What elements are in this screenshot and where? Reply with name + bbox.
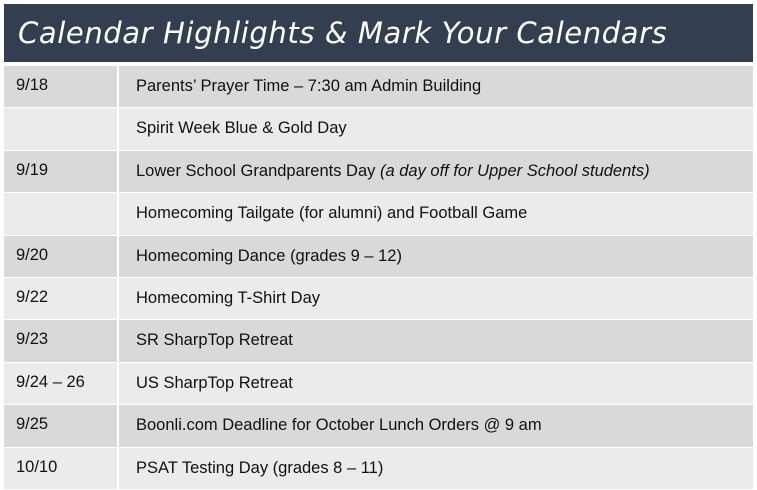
event-text: PSAT Testing Day (grades 8 – 11) — [136, 458, 384, 477]
event-date: 9/18 — [4, 66, 119, 107]
events-table — [4, 66, 753, 490]
event-description — [119, 448, 753, 489]
event-text: Lower School Grandparents Day — [136, 161, 380, 180]
table-row — [4, 448, 753, 490]
table-row — [4, 405, 753, 447]
table-row — [4, 193, 753, 235]
event-date: 10/10 — [4, 448, 119, 489]
calendar-page — [4, 4, 754, 487]
table-row — [4, 108, 753, 150]
event-date: 9/24 – 26 — [4, 363, 119, 404]
event-description — [119, 405, 753, 446]
table-row — [4, 151, 753, 193]
event-date: 9/22 — [4, 278, 119, 319]
event-date: 9/25 — [4, 405, 119, 446]
table-row — [4, 236, 753, 278]
event-date — [4, 108, 119, 149]
event-text: Homecoming T-Shirt Day — [136, 288, 321, 307]
table-row — [4, 320, 753, 362]
event-text: Homecoming Tailgate (for alumni) and Football Game — [136, 204, 528, 223]
event-note: (a day off for Upper School students) — [379, 161, 650, 180]
event-description — [119, 236, 753, 277]
table-row — [4, 278, 753, 320]
event-date: 9/23 — [4, 320, 119, 361]
table-row — [4, 66, 753, 108]
event-text: Homecoming Dance (grades 9 – 12) — [136, 246, 402, 265]
event-text: Spirit Week Blue & Gold Day — [136, 119, 347, 138]
event-description — [119, 193, 753, 234]
event-description — [119, 108, 753, 149]
event-date: 9/19 — [4, 151, 119, 192]
table-row — [4, 363, 753, 405]
event-text: US SharpTop Retreat — [136, 373, 293, 392]
event-description — [119, 363, 753, 404]
event-date — [4, 193, 119, 234]
page-title: Calendar Highlights & Mark Your Calendars — [4, 4, 753, 62]
event-description — [119, 151, 753, 192]
event-description — [119, 320, 753, 361]
event-text: Parents’ Prayer Time – 7:30 am Admin Building — [136, 77, 482, 95]
event-description — [119, 278, 753, 319]
event-date: 9/20 — [4, 236, 119, 277]
event-description — [119, 66, 753, 107]
event-text: Boonli.com Deadline for October Lunch Orders @ 9 am — [136, 416, 542, 435]
event-text: SR SharpTop Retreat — [136, 331, 293, 350]
